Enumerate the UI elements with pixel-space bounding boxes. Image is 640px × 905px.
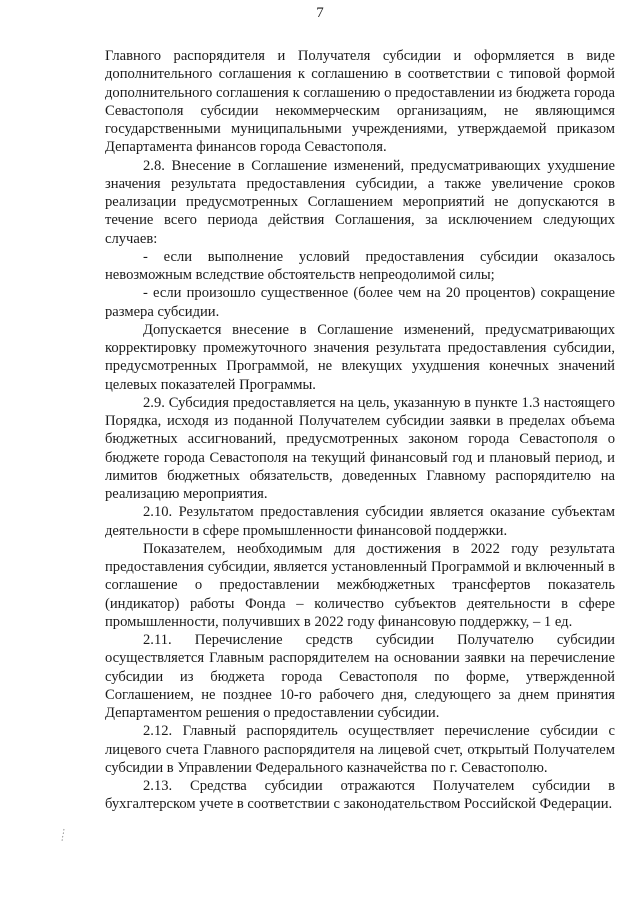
paragraph-indicator: Показателем, необходимым для достижения в 2022 году результата предоставления субсидии, является установленный Программой и включенный в соглашение о предоставлении межбюджетных трансфертов показатель (индикатор) работы Фонда – количество субъектов деятельности в сфере промышленности, получивших в 2022 году финансовую поддержку, – 1 ед. [105,540,615,630]
paragraph-amendment-allowed: Допускается внесение в Соглашение изменений, предусматривающих корректировку промежуточного значения результата предоставления субсидии, предусмотренных Программой, не влекущих ухудшения конечных значений целевых показателей Программы. [105,321,615,393]
paragraph-2-13: 2.13. Средства субсидии отражаются Получателем субсидии в бухгалтерском учете в соответствии с законодательством Российской Федерации. [105,778,615,813]
paragraph-2-8: 2.8. Внесение в Соглашение изменений, предусматривающих ухудшение значения результата предоставления субсидии, а также увеличение сроков реализации предусмотренных Соглашением мероприятий не допускаются в течение всего периода действия Соглашения, за исключением следующих случаев: [105,157,615,247]
page-number: 7 [316,5,324,21]
scan-artifact-mark [60,828,66,842]
list-item-force-majeure: - если выполнение условий предоставления субсидии оказалось невозможным вследствие обстоятельств непреодолимой силы; [105,248,615,283]
paragraph-2-9: 2.9. Субсидия предоставляется на цель, указанную в пункте 1.3 настоящего Порядка, исходя из поданной Получателем субсидии заявки в пределах объема бюджетных ассигнований, предусмотренных законом города Севастополя о бюджете города Севастополя на текущий финансовый год и плановый период, и лимитов бюджетных обязательств, доведенных Главному распорядителю на реализацию мероприятия. [105,394,615,502]
paragraph-2-11: 2.11. Перечисление средств субсидии Получателю субсидии осуществляется Главным распорядителем на основании заявки на перечисление субсидии из бюджета города Севастополя по форме, утвержденной Соглашением, не позднее 10-го рабочего дня, следующего за днем принятия Департаментом решения о предоставлении субсидии. [105,632,615,721]
document-body [105,47,615,814]
paragraph-2-12: 2.12. Главный распорядитель осуществляет перечисление субсидии с лицевого счета Главного распорядителя на лицевой счет, открытый Получателем субсидии в Управлении Федерального казначейства по г. Севастополю. [105,723,615,776]
list-item-subsidy-reduction: - если произошло существенное (более чем на 20 процентов) сокращение размера субсидии. [105,285,615,320]
paragraph-2-10: 2.10. Результатом предоставления субсидии является оказание субъектам деятельности в сфере промышленности финансовой поддержки. [105,504,615,539]
paragraph-continuation: Главного распорядителя и Получателя субсидии и оформляется в виде дополнительного соглашения к соглашению в соответствии с типовой формой дополнительного соглашения к соглашению о предоставлении из бюджета города Севастополя субсидии некоммерческим организациям, не являющимся государственными муниципальными учреждениями, утверждаемой приказом Департамента финансов города Севастополя. [105,48,615,156]
